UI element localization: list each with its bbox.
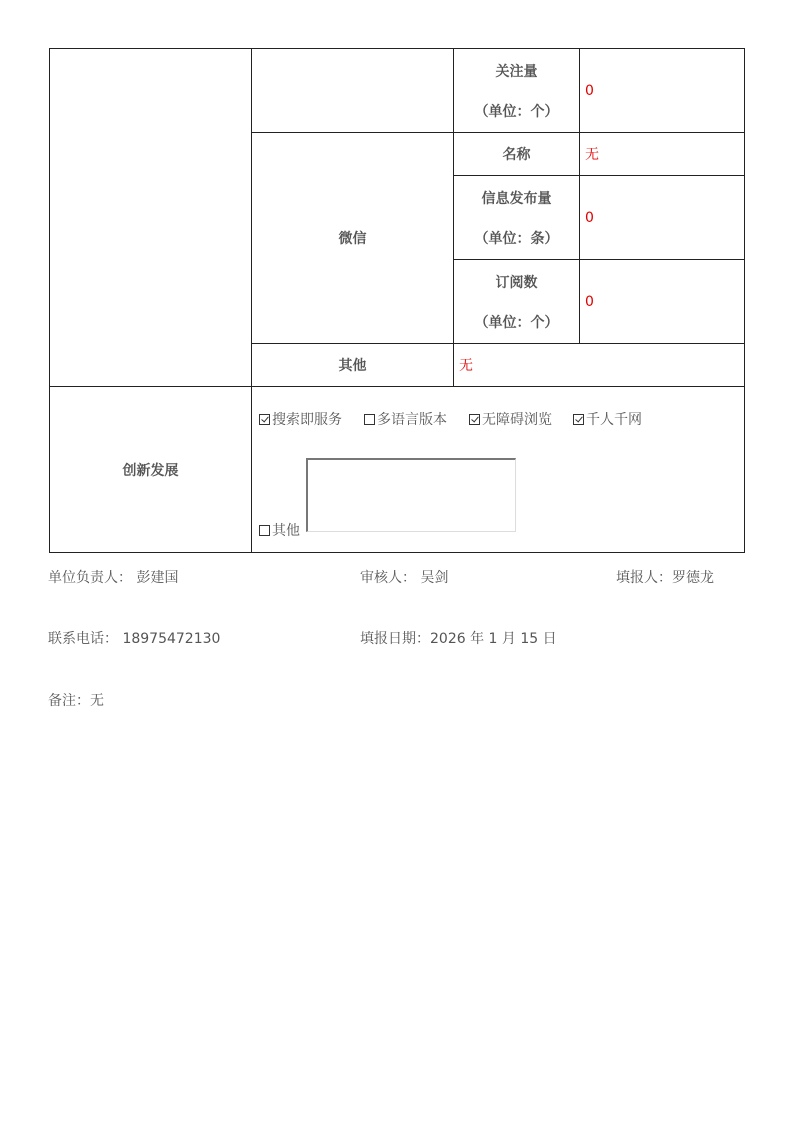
empty-platform-cell [252,49,454,133]
name-value: 无 [580,133,745,176]
subs-unit: （单位：个） [474,314,559,331]
other-textarea[interactable] [306,458,516,532]
reviewer: 审核人： 吴剑 [360,570,449,586]
checkbox-accessibility[interactable] [469,414,480,425]
name-label: 名称 [454,133,580,176]
option-label: 千人千网 [586,412,642,428]
checkbox-multilingual[interactable] [364,414,375,425]
followers-label-cell [454,49,580,133]
option-other[interactable] [259,520,300,540]
report-table [49,48,745,553]
option-search-service[interactable] [259,409,342,429]
fill-date: 填报日期：2026 年 1 月 15 日 [360,631,557,647]
contact-phone: 联系电话： 18975472130 [48,631,221,647]
subs-label-cell [454,260,580,344]
filler: 填报人：罗德龙 [616,570,714,586]
subs-label: 订阅数 [495,274,538,291]
followers-unit: （单位：个） [474,103,559,120]
checkbox-other[interactable] [259,525,270,536]
option-label: 搜索即服务 [272,412,342,428]
other-label: 其他 [252,344,454,387]
other-value: 无 [454,344,745,387]
subs-value: 0 [580,260,745,344]
remark: 备注：无 [48,693,104,709]
checkbox-personalized[interactable] [573,414,584,425]
option-label: 其他 [272,523,300,539]
option-accessibility[interactable] [469,409,552,429]
option-label: 多语言版本 [377,412,447,428]
posts-label: 信息发布量 [481,190,552,207]
posts-value: 0 [580,176,745,260]
innovation-options [252,387,745,553]
option-label: 无障碍浏览 [482,412,552,428]
followers-value: 0 [580,49,745,133]
responsible-person: 单位负责人： 彭建国 [48,570,179,586]
followers-label: 关注量 [495,63,538,80]
innovation-label: 创新发展 [50,387,252,553]
checkbox-search-service[interactable] [259,414,270,425]
option-personalized[interactable] [573,409,642,429]
wechat-label: 微信 [252,133,454,344]
posts-label-cell [454,176,580,260]
empty-category-cell [50,49,252,387]
option-multilingual[interactable] [364,409,447,429]
posts-unit: （单位：条） [474,230,559,247]
